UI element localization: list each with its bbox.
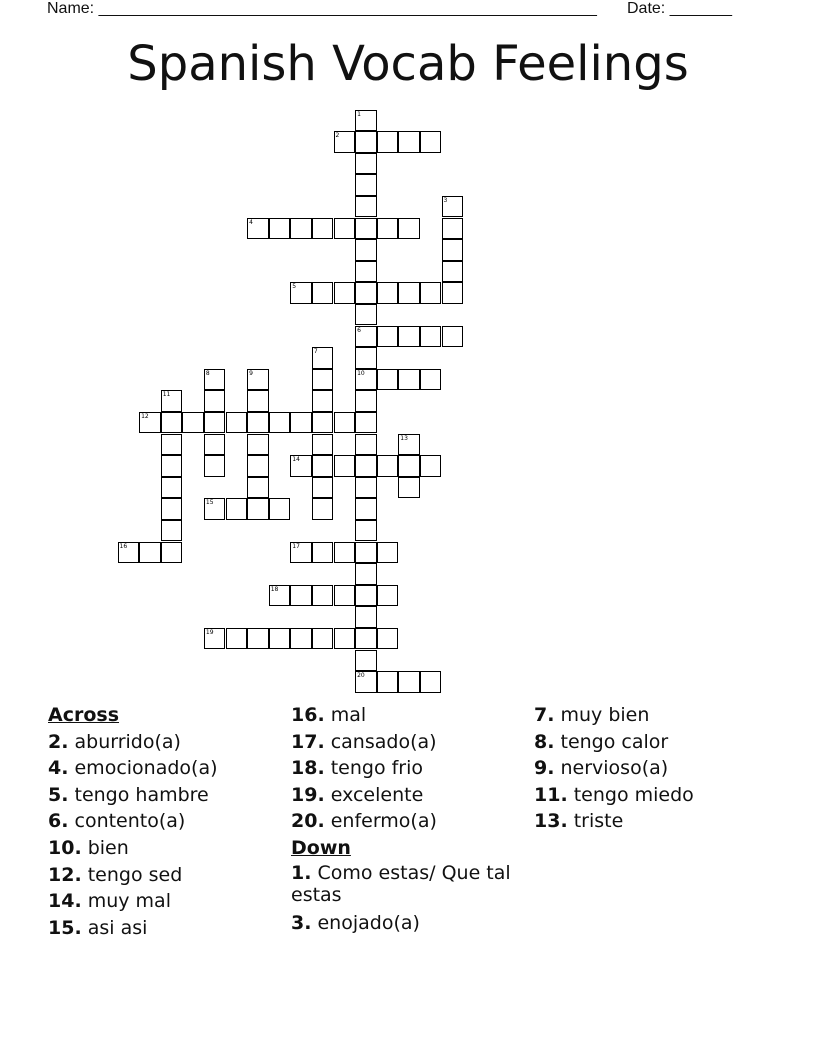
clue-text: tengo frio — [324, 757, 424, 780]
name-label: Name: — [47, 0, 99, 17]
down-clue-list — [291, 862, 526, 937]
grid-cell[interactable] — [334, 628, 356, 650]
grid-cell[interactable] — [161, 412, 183, 434]
grid-cell[interactable] — [312, 585, 334, 607]
grid-number: 6 — [357, 326, 361, 334]
grid-cell[interactable] — [355, 282, 377, 304]
across-heading: Across — [48, 704, 120, 726]
across-clue-list-continued — [291, 702, 526, 835]
grid-number: 14 — [292, 456, 300, 464]
grid-cell[interactable] — [269, 628, 291, 650]
grid-cell[interactable] — [290, 628, 312, 650]
across-clue — [291, 782, 526, 809]
across-clue — [48, 808, 278, 835]
clue-number: 20. — [291, 810, 325, 833]
grid-cell[interactable] — [312, 390, 334, 412]
grid-cell[interactable] — [442, 326, 464, 348]
grid-cell[interactable] — [355, 131, 377, 153]
grid-cell[interactable] — [355, 563, 377, 585]
grid-cell[interactable] — [420, 326, 442, 348]
grid-number: 15 — [205, 499, 214, 507]
clue-text: mal — [324, 704, 367, 726]
clue-number: 6. — [48, 810, 69, 833]
grid-cell[interactable] — [355, 542, 377, 564]
clue-text: emocionado(a) — [68, 757, 218, 780]
clue-text: enfermo(a) — [324, 810, 437, 833]
grid-cell[interactable] — [398, 282, 420, 304]
grid-cell[interactable] — [312, 455, 334, 477]
grid-cell[interactable] — [334, 585, 356, 607]
grid-cell[interactable] — [355, 261, 377, 283]
grid-number: 4 — [249, 218, 253, 226]
grid-cell[interactable] — [312, 434, 334, 456]
grid-number: 8 — [205, 369, 210, 377]
grid-number: 2 — [335, 132, 340, 140]
date-line: _______ — [669, 0, 732, 17]
grid-cell[interactable] — [269, 412, 291, 434]
grid-cell[interactable] — [398, 455, 420, 477]
clue-number: 7. — [534, 704, 555, 726]
grid-cell[interactable] — [247, 412, 269, 434]
grid-cell[interactable] — [398, 326, 420, 348]
grid-cell[interactable] — [377, 585, 399, 607]
clue-number: 16. — [291, 704, 325, 726]
grid-cell[interactable] — [377, 326, 399, 348]
grid-number: 9 — [249, 369, 253, 377]
grid-cell[interactable] — [377, 218, 399, 240]
grid-cell[interactable] — [377, 282, 399, 304]
date-label: Date: — [627, 0, 670, 17]
down-clue — [534, 729, 764, 756]
grid-cell[interactable] — [355, 304, 377, 326]
across-clue — [291, 702, 526, 729]
grid-number: 20 — [357, 672, 365, 680]
grid-number: 10 — [357, 369, 365, 377]
grid-cell[interactable] — [312, 282, 334, 304]
clue-number: 4. — [48, 757, 69, 780]
clue-text: cansado(a) — [324, 730, 437, 753]
grid-cell[interactable] — [398, 477, 420, 499]
down-clue — [534, 702, 764, 729]
grid-cell[interactable] — [377, 671, 399, 693]
grid-cell[interactable] — [355, 520, 377, 542]
grid-cell[interactable] — [420, 131, 442, 153]
down-clue — [534, 808, 764, 835]
clue-number: 11. — [534, 783, 568, 806]
grid-cell[interactable] — [290, 412, 312, 434]
clue-text: tengo calor — [554, 730, 669, 753]
grid-cell[interactable] — [442, 261, 464, 283]
across-clue — [48, 888, 278, 915]
down-clue — [291, 862, 516, 910]
grid-cell[interactable] — [355, 498, 377, 520]
grid-cell[interactable] — [355, 606, 377, 628]
clue-number: 12. — [48, 863, 82, 886]
clue-text: aburrido(a) — [68, 730, 181, 753]
grid-cell[interactable] — [312, 412, 334, 434]
grid-cell[interactable] — [269, 218, 291, 240]
grid-number: 18 — [270, 585, 279, 593]
grid-cell[interactable] — [355, 174, 377, 196]
grid-cell[interactable] — [398, 131, 420, 153]
clue-number: 19. — [291, 783, 325, 806]
grid-cell[interactable] — [420, 455, 442, 477]
down-clue — [291, 910, 526, 937]
grid-cell[interactable] — [247, 455, 269, 477]
grid-cell[interactable] — [377, 369, 399, 391]
grid-cell[interactable] — [312, 542, 334, 564]
grid-number: 1 — [357, 110, 361, 118]
clue-text: Como estas/ Que tal estas — [291, 861, 511, 906]
grid-cell[interactable] — [247, 434, 269, 456]
grid-number: 5 — [292, 283, 297, 291]
grid-cell[interactable] — [377, 131, 399, 153]
grid-cell[interactable] — [398, 369, 420, 391]
grid-cell[interactable] — [312, 369, 334, 391]
grid-cell[interactable] — [226, 628, 248, 650]
clue-number: 13. — [534, 810, 568, 833]
grid-cell[interactable] — [139, 542, 161, 564]
grid-cell[interactable] — [290, 218, 312, 240]
grid-cell[interactable] — [355, 455, 377, 477]
across-clue — [48, 782, 278, 809]
clue-text: triste — [567, 810, 624, 833]
grid-number: 17 — [292, 542, 300, 550]
across-clue — [48, 915, 278, 942]
clue-text: contento(a) — [68, 810, 186, 833]
grid-cell[interactable] — [442, 239, 464, 261]
grid-cell[interactable] — [442, 282, 464, 304]
clue-number: 14. — [48, 890, 82, 913]
clue-number: 2. — [48, 730, 69, 753]
grid-cell[interactable] — [226, 412, 248, 434]
grid-cell[interactable] — [204, 412, 226, 434]
grid-cell[interactable] — [355, 239, 377, 261]
clue-number: 10. — [48, 836, 82, 859]
grid-cell[interactable] — [161, 477, 183, 499]
grid-cell[interactable] — [377, 628, 399, 650]
clue-number: 15. — [48, 916, 82, 939]
grid-cell[interactable] — [377, 455, 399, 477]
clue-number: 1. — [291, 861, 312, 884]
grid-cell[interactable] — [247, 390, 269, 412]
clue-text: bien — [81, 836, 129, 859]
grid-cell[interactable] — [355, 196, 377, 218]
grid-number: 3 — [443, 196, 448, 204]
down-heading: Down — [291, 836, 351, 859]
clue-text: muy bien — [554, 704, 650, 726]
grid-cell[interactable] — [247, 477, 269, 499]
clue-text: enojado(a) — [311, 911, 420, 934]
grid-cell[interactable] — [398, 671, 420, 693]
grid-cell[interactable] — [312, 218, 334, 240]
grid-cell[interactable] — [355, 434, 377, 456]
grid-number: 16 — [119, 542, 128, 550]
grid-cell[interactable] — [161, 455, 183, 477]
grid-cell[interactable] — [442, 218, 464, 240]
grid-cell[interactable] — [334, 412, 356, 434]
grid-cell[interactable] — [398, 218, 420, 240]
grid-cell[interactable] — [355, 650, 377, 672]
down-clue — [534, 782, 764, 809]
grid-cell[interactable] — [377, 542, 399, 564]
across-clue — [48, 862, 278, 889]
grid-cell[interactable] — [312, 477, 334, 499]
grid-cell[interactable] — [161, 434, 183, 456]
grid-number: 11 — [162, 391, 171, 399]
clue-number: 9. — [534, 757, 555, 780]
grid-cell[interactable] — [312, 498, 334, 520]
clue-text: muy mal — [81, 890, 171, 913]
grid-cell[interactable] — [204, 434, 226, 456]
grid-cell[interactable] — [247, 628, 269, 650]
clue-text: tengo miedo — [567, 783, 694, 806]
across-clue — [291, 729, 526, 756]
grid-cell[interactable] — [226, 498, 248, 520]
grid-cell[interactable] — [334, 282, 356, 304]
clues-column-3 — [534, 702, 764, 835]
grid-cell[interactable] — [355, 628, 377, 650]
grid-number: 7 — [313, 348, 318, 356]
grid-cell[interactable] — [355, 585, 377, 607]
grid-cell[interactable] — [247, 498, 269, 520]
clue-text: nervioso(a) — [554, 757, 669, 780]
clue-number: 5. — [48, 783, 69, 806]
page-title: Spanish Vocab Feelings — [127, 36, 689, 92]
across-clue — [48, 755, 278, 782]
grid-cell[interactable] — [355, 153, 377, 175]
grid-cell[interactable] — [161, 542, 183, 564]
grid-cell[interactable] — [269, 498, 291, 520]
grid-cell[interactable] — [182, 412, 204, 434]
grid-cell[interactable] — [204, 390, 226, 412]
down-clue-list-continued — [534, 702, 764, 835]
grid-cell[interactable] — [355, 347, 377, 369]
grid-cell[interactable] — [420, 282, 442, 304]
grid-cell[interactable] — [355, 218, 377, 240]
grid-cell[interactable] — [161, 520, 183, 542]
clue-text: excelente — [324, 783, 424, 806]
clue-number: 3. — [291, 911, 312, 934]
across-clue-list — [48, 729, 278, 942]
down-clue — [534, 755, 764, 782]
clue-number: 17. — [291, 730, 325, 753]
clue-text: tengo hambre — [68, 783, 209, 806]
grid-cell[interactable] — [312, 628, 334, 650]
name-line: ________________________________________________________ — [98, 0, 597, 17]
grid-cell[interactable] — [204, 455, 226, 477]
across-clue — [48, 835, 278, 862]
grid-cell[interactable] — [420, 369, 442, 391]
grid-cell[interactable] — [355, 477, 377, 499]
grid-number: 12 — [141, 412, 149, 420]
grid-cell[interactable] — [355, 390, 377, 412]
across-clue — [291, 755, 526, 782]
clue-number: 8. — [534, 730, 555, 753]
grid-cell[interactable] — [290, 585, 312, 607]
grid-cell[interactable] — [334, 218, 356, 240]
clues-column-2 — [291, 702, 526, 936]
grid-cell[interactable] — [334, 542, 356, 564]
clue-text: asi asi — [81, 916, 148, 939]
grid-cell[interactable] — [334, 455, 356, 477]
grid-cell[interactable] — [355, 412, 377, 434]
grid-number: 13 — [400, 434, 408, 442]
grid-cell[interactable] — [161, 498, 183, 520]
clues-column-1 — [48, 702, 278, 941]
across-clue — [48, 729, 278, 756]
clue-text: tengo sed — [81, 863, 183, 886]
grid-cell[interactable] — [420, 671, 442, 693]
clue-number: 18. — [291, 757, 325, 780]
across-clue — [291, 808, 526, 835]
grid-number: 19 — [205, 628, 214, 636]
